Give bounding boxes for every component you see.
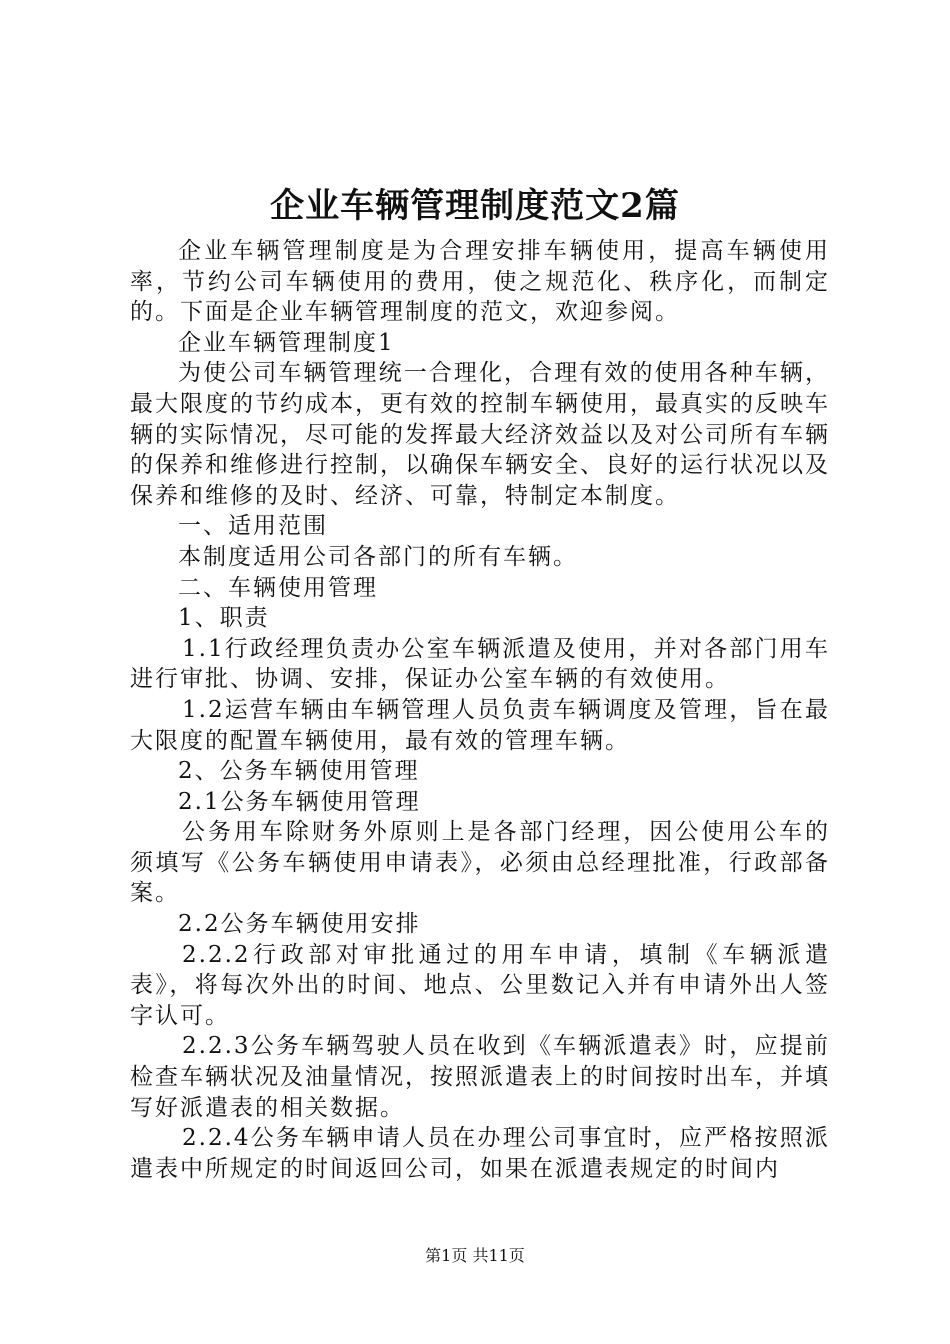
heading-vehicle-use: 二、车辆使用管理 (178, 574, 378, 601)
paragraph-2-2-3: 2.2.3公务车辆驾驶人员在收到《车辆派遣表》时，应提前检查车辆状况及油量情况，按照派遣表上的时间按时出车，并填写好派遣表的相关数据。 (130, 1033, 830, 1121)
page-footer: 第1页 共11页 (425, 1246, 525, 1265)
document-body (130, 236, 830, 1184)
heading-scope: 一、适用范围 (178, 513, 328, 540)
paragraph-scope: 本制度适用公司各部门的所有车辆。 (178, 543, 578, 570)
document-title: 企业车辆管理制度范文2篇 (270, 186, 680, 226)
heading-2-1: 2.1公务车辆使用管理 (178, 788, 421, 815)
paragraph-1-1: 1.1行政经理负责办公室车辆派遣及使用，并对各部门用车进行审批、协调、安排，保证办公室车辆的有效使用。 (130, 635, 830, 693)
paragraph-official-use: 公务用车除财务外原则上是各部门经理，因公使用公车的须填写《公务车辆使用申请表》，必须由总经理批准，行政部备案。 (130, 819, 830, 907)
paragraph-intro: 企业车辆管理制度是为合理安排车辆使用，提高车辆使用率，节约公司车辆使用的费用，使之规范化、秩序化，而制定的。下面是企业车辆管理制度的范文，欢迎参阅。 (130, 238, 830, 326)
paragraph-purpose: 为使公司车辆管理统一合理化，合理有效的使用各种车辆，最大限度的节约成本，更有效的控制车辆使用，最真实的反映车辆的实际情况，尽可能的发挥最大经济效益以及对公司所有车辆的保养和维修进行控制，以确保车辆安全、良好的运行状况以及保养和维修的及时、经济、可靠，特制定本制度。 (130, 360, 830, 509)
heading-duties: 1、职责 (178, 605, 270, 632)
paragraph-1-2: 1.2运营车辆由车辆管理人员负责车辆调度及管理，旨在最大限度的配置车辆使用，最有效的管理车辆。 (130, 696, 830, 754)
heading-2-2: 2.2公务车辆使用安排 (178, 911, 421, 938)
section-heading-1: 企业车辆管理制度1 (178, 329, 395, 356)
paragraph-2-2-4: 2.2.4公务车辆申请人员在办理公司事宜时，应严格按照派遣表中所规定的时间返回公司，如果在派遣表规定的时间内 (130, 1125, 830, 1182)
heading-official-vehicle: 2、公务车辆使用管理 (178, 758, 420, 785)
paragraph-2-2-2: 2.2.2行政部对审批通过的用车申请，填制《车辆派遣表》，将每次外出的时间、地点、公里数记入并有申请外出人签字认可。 (130, 941, 830, 1029)
